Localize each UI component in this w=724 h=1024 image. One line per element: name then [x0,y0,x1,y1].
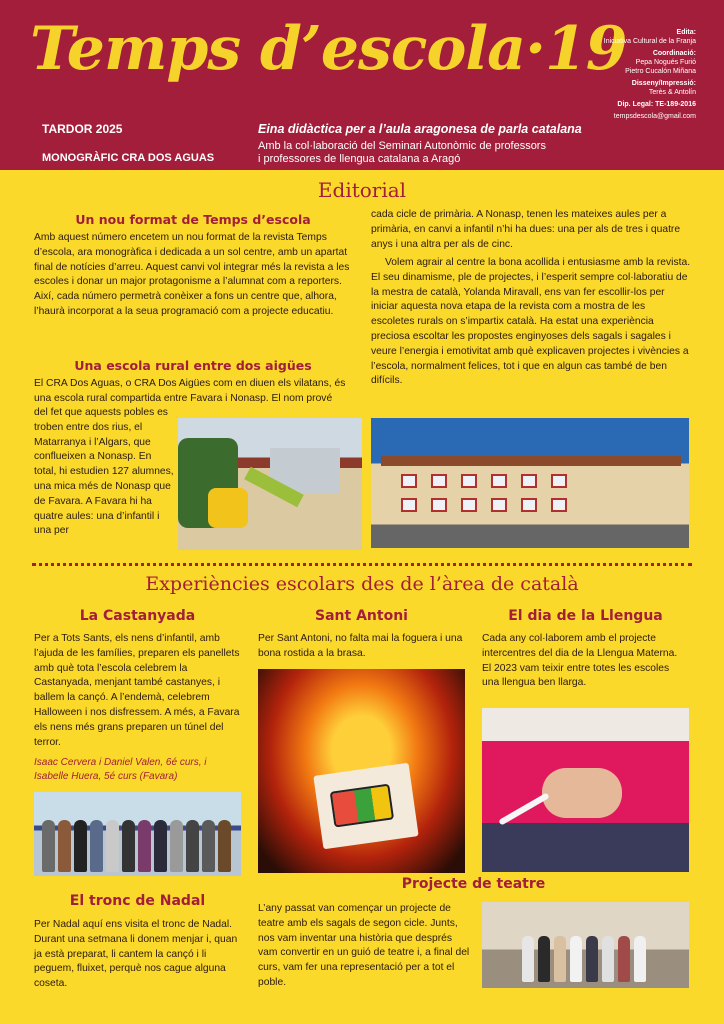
contact-email[interactable]: tempsdescola@gmail.com [613,113,696,120]
crochet-photo [482,708,689,872]
editorial-heading: Editorial [317,178,407,202]
section-divider [32,563,692,566]
tagline: Eina didàctica per a l’aula aragonesa de parla catalana [258,122,582,136]
experiences-heading: Experiències escolars des de l’àrea de català [145,573,579,595]
antoni-text: Per Sant Antoni, no falta mai la foguera i una bona rostida a la brasa. [258,633,463,659]
nadal-heading: El tronc de Nadal [69,893,206,909]
school-building-photo [371,418,689,548]
editorial-paragraph-rural-a: El CRA Dos Aguas, o CRA Dos Aigües com en diuen els vilatans, és una escola rural compartida entre Favara i Nonasp. El nom prové [34,378,346,404]
teatre-heading: Projecte de teatre [401,876,546,892]
costumed-children-photo [34,792,241,876]
collaboration-note: Amb la col·laboració del Seminari Autonòmic de professors i professores de llengua catalana a Aragó [258,140,546,165]
nadal-text: Per Nadal aquí ens visita el tronc de Nadal. Durant una setmana li donem menjar i, quan ja està preparat, li cantem la cançó i li peguem, fluixet, perquè nos cague alguna coseta. [34,919,238,990]
editorial-paragraph-thanks: Volem agrair al centre la bona acollida i entusiasme amb la revista. El seu dinamisme, ple de projectes, i l’esperit sempre col·laboratiu de la mestra de català, Yolanda Miravall, ens van fer escollir-los per iniciar aquesta nova etapa de la revista com a mostra de les escoletes rurals on s’impartix català. Ha estat una experiència preciosa escoltar les propostes enginyoses dels sagals i sagales i veure l’energia i emotivitat amb què explicaven projectes i vivències a l’escola, normalment felices, tot i que en algun cas també de ben difícils. [371,257,691,387]
editorial-paragraph-continued: cada cicle de primària. A Nonasp, tenen les mateixes aules per a primària, en canvi a infantil n’hi ha dues: una per als de tres i quatre anys i una altra per als de cinc. [371,209,681,250]
masthead [0,0,724,170]
teatre-text: L’any passat van començar un projecte de teatre amb els sagals de segon cicle. Junts, nos vam inventar una història que després vam convertir en un guió de teatre i, a final del curs, vam fer una representació per a tot el poble. [258,903,470,988]
bonfire-photo [258,669,465,873]
editorial-paragraph-rural-b: del fet que aquests pobles es troben entre dos rius, el Matarranya i l’Algars, que conflueixen a Nonasp. En total, hi estudien 127 alumnes, una mica més de Nonasp que de Favara. A Favara hi ha quatre aules: una d’infantil i una per [34,407,174,537]
antoni-heading: Sant Antoni [315,608,408,624]
editorial-subheading-rural: Una escola rural entre dos aigües [74,358,312,373]
credits-box: Edita: Iniciativa Cultural de la Franja Coordinació: Pepa Nogués Furió Pietro Cucalón Miñana Disseny/Impressió: Terès & Antolín Dip. Legal: TE-189-2016 tempsdescola@gmail.com [556,28,696,121]
playground-photo [178,418,362,550]
magazine-title: Temps d’escola·19 [30,14,627,84]
llengua-heading: El dia de la Llengua [508,608,663,624]
theatre-group-photo [482,902,689,988]
editorial-paragraph-format: Amb aquest número encetem un nou format de la revista Temps d’escola, ara monogràfica i dedicada a un sol centre, amb un apartat final de notícies d’arreu. Aquest canvi vol integrar més la revista a les escoles i donar un major protagonisme a l’alumnat com a reporters. Així, cada número permetrà conèixer a fons un centre que, alhora, l’haurà incorporat a la seua programació com a projecte educatiu. [34,232,350,317]
castanyada-text: Per a Tots Sants, els nens d’infantil, amb l’ajuda de les famílies, preparen els panellets amb què tota l’escola celebrem la Castanyada, menjant també castanyes, i ballem la cançó. A l’endemà, celebrem Halloween i nos disfressem. A més, a Favara els nens més grans preparen un túnel del terror. [34,633,240,748]
editorial-subheading-format: Un nou format de Temps d’escola [75,212,311,227]
castanyada-heading: La Castanyada [79,608,196,624]
issue-season: TARDOR 2025 [42,122,123,136]
legal-deposit: Dip. Legal: TE-189-2016 [617,101,696,108]
monograph-label: MONOGRÀFIC CRA DOS AGUAS [42,152,215,164]
llengua-text: Cada any col·laborem amb el projecte intercentres del dia de la Llengua Materna. El 2023 vam teixir entre totes les escoles una llengua ben llarga. [482,633,678,689]
castanyada-authors: Isaac Cervera i Daniel Valen, 6é curs, i Isabelle Huera, 5é curs (Favara) [34,757,207,782]
